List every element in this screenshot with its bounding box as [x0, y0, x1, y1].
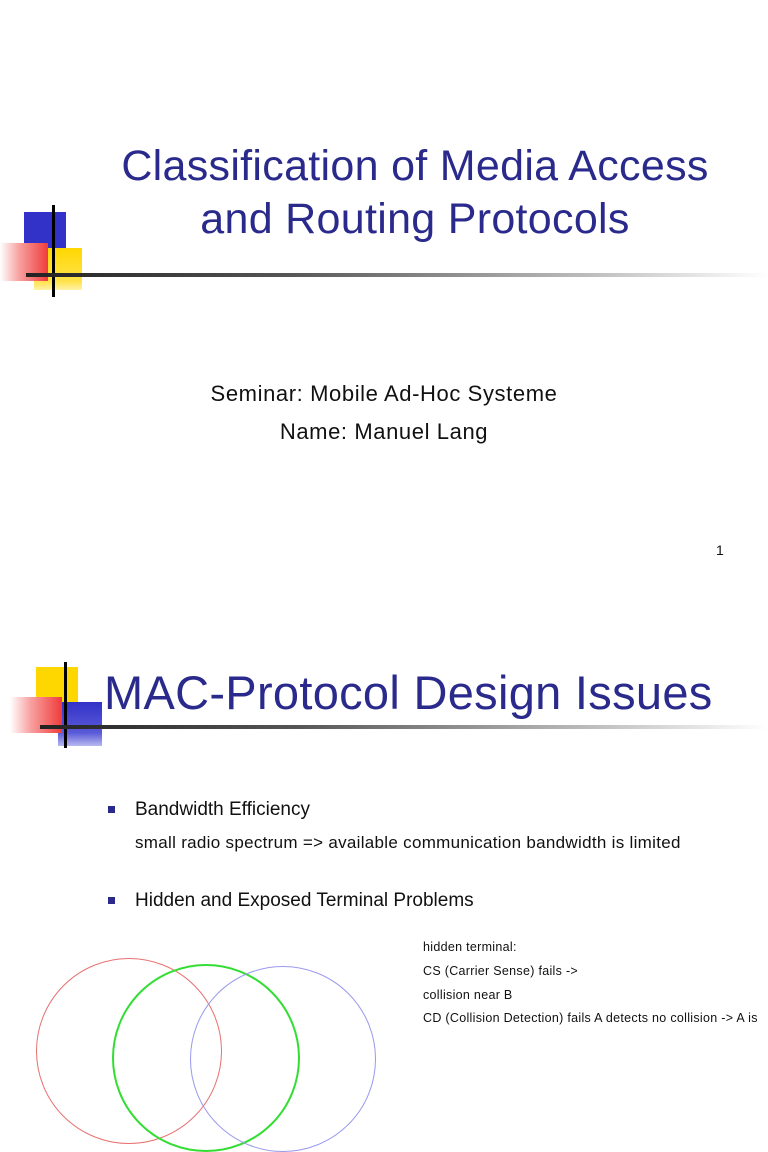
deco-vertical-line: [52, 205, 55, 297]
title-line-2: and Routing Protocols: [200, 195, 630, 243]
slide-title: MAC-Protocol Design Issues: [104, 666, 713, 719]
note-carrier-sense: CS (Carrier Sense) fails ->: [423, 964, 579, 978]
bullet-hidden-exposed-terminal: Hidden and Exposed Terminal Problems: [135, 890, 474, 911]
bullet-marker: [108, 897, 115, 904]
title-line-1: Classification of Media Access: [121, 142, 709, 190]
deco-vertical-line: [64, 662, 67, 748]
content-slide: [0, 610, 768, 1024]
note-hidden-terminal: hidden terminal:: [423, 940, 517, 954]
bullet-bandwidth-efficiency: Bandwidth Efficiency: [135, 799, 310, 820]
page-number: 1: [716, 542, 724, 558]
note-collision-detection: CD (Collision Detection) fails A detects no collision -> A is: [423, 1011, 758, 1025]
bullet-marker: [108, 806, 115, 813]
note-collision-near-b: collision near B: [423, 988, 513, 1002]
author-name: Name: Manuel Lang: [279, 419, 489, 444]
seminar-line: Seminar: Mobile Ad-Hoc Systeme: [210, 381, 558, 406]
title-rule: [40, 725, 768, 729]
range-circle-blue: [190, 966, 376, 1152]
slide-title: [60, 140, 768, 246]
title-rule: [26, 273, 768, 277]
bullet-bandwidth-detail: small radio spectrum => available communication bandwidth is limited: [135, 833, 681, 852]
